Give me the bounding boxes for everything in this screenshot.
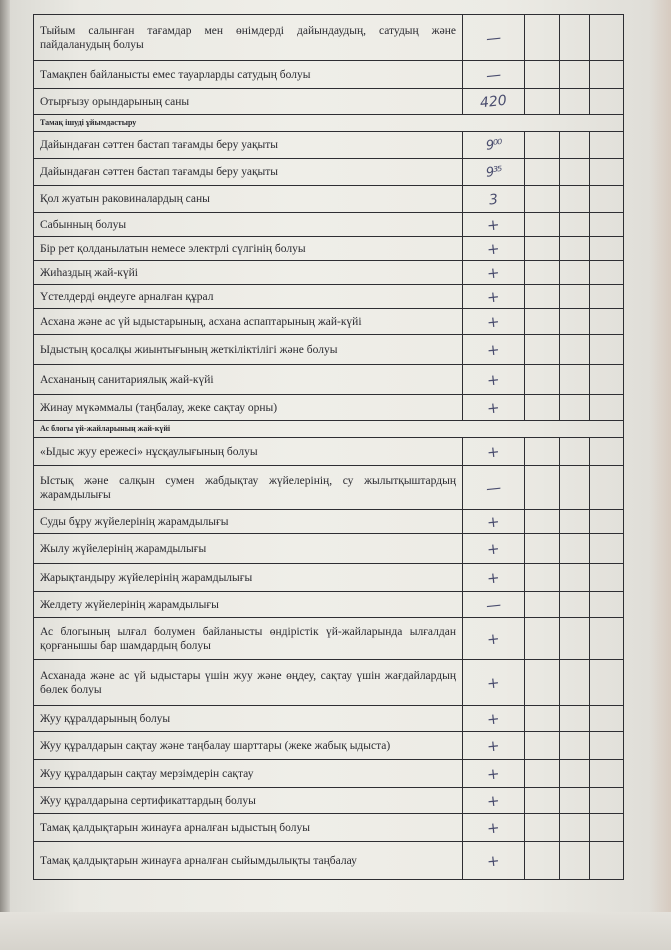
answer-cell xyxy=(463,15,525,61)
empty-cell xyxy=(590,760,624,788)
empty-cell xyxy=(560,510,590,534)
empty-cell xyxy=(560,132,590,159)
empty-cell xyxy=(590,132,624,159)
empty-cell xyxy=(560,706,590,732)
requirement-label: Жуу құралдарына сертификаттардың болуы xyxy=(34,788,463,814)
checklist-row xyxy=(34,335,624,365)
answer-cell xyxy=(463,159,525,186)
checklist-row xyxy=(34,510,624,534)
empty-cell xyxy=(560,618,590,660)
empty-cell xyxy=(590,466,624,510)
empty-cell xyxy=(590,842,624,880)
empty-cell xyxy=(590,186,624,213)
answer-cell xyxy=(463,760,525,788)
answer-mark: + xyxy=(486,567,501,588)
section-title: Тамақ ішуді ұйымдастыру xyxy=(34,115,624,132)
requirement-label: Жинау мүкәммалы (таңбалау, жеке сақтау орны) xyxy=(34,395,463,421)
empty-cell xyxy=(525,510,560,534)
checklist-row xyxy=(34,438,624,466)
checklist-row xyxy=(34,706,624,732)
empty-cell xyxy=(560,660,590,706)
requirement-label: Дайындаған сәттен бастап тағамды беру уақыты xyxy=(34,132,463,159)
empty-cell xyxy=(525,732,560,760)
empty-cell xyxy=(525,788,560,814)
page-edge-shadow xyxy=(0,0,10,950)
requirement-label: Қол жуатын раковиналардың саны xyxy=(34,186,463,213)
answer-mark: + xyxy=(486,262,501,283)
answer-mark: + xyxy=(486,708,501,729)
requirement-label: Жуу құралдарын сақтау мерзімдерін сақтау xyxy=(34,760,463,788)
background-surface xyxy=(0,912,671,950)
empty-cell xyxy=(525,335,560,365)
requirement-label: Желдету жүйелерінің жарамдылығы xyxy=(34,592,463,618)
empty-cell xyxy=(560,534,590,564)
empty-cell xyxy=(560,213,590,237)
empty-cell xyxy=(525,309,560,335)
requirement-label: Жарықтандыру жүйелерінің жарамдылығы xyxy=(34,564,463,592)
answer-mark: + xyxy=(486,735,501,756)
checklist-row xyxy=(34,309,624,335)
empty-cell xyxy=(590,213,624,237)
answer-mark: + xyxy=(486,441,501,462)
requirement-label: Отырғызу орындарының саны xyxy=(34,89,463,115)
answer-mark: + xyxy=(486,369,501,390)
empty-cell xyxy=(560,335,590,365)
answer-mark: + xyxy=(486,286,501,307)
answer-cell xyxy=(463,309,525,335)
empty-cell xyxy=(525,660,560,706)
empty-cell xyxy=(590,335,624,365)
empty-cell xyxy=(590,660,624,706)
checklist-row xyxy=(34,618,624,660)
answer-cell xyxy=(463,285,525,309)
requirement-label: Дайындаған сәттен бастап тағамды беру уақыты xyxy=(34,159,463,186)
inspection-checklist-table xyxy=(33,14,624,880)
answer-mark: + xyxy=(486,538,501,559)
answer-cell xyxy=(463,365,525,395)
empty-cell xyxy=(525,61,560,89)
empty-cell xyxy=(590,285,624,309)
checklist-row xyxy=(34,660,624,706)
answer-cell xyxy=(463,395,525,421)
empty-cell xyxy=(525,760,560,788)
empty-cell xyxy=(525,618,560,660)
answer-mark: + xyxy=(486,672,501,693)
answer-mark: + xyxy=(486,790,501,811)
answer-cell xyxy=(463,237,525,261)
empty-cell xyxy=(560,89,590,115)
answer-mark: 3 xyxy=(488,191,499,208)
page-edge-right xyxy=(649,0,671,950)
requirement-label: Тамақ қалдықтарын жинауға арналған ыдыстың болуы xyxy=(34,814,463,842)
empty-cell xyxy=(590,15,624,61)
checklist-row xyxy=(34,132,624,159)
checklist-row xyxy=(34,159,624,186)
empty-cell xyxy=(525,438,560,466)
empty-cell xyxy=(590,237,624,261)
requirement-label: Жиһаздың жай-күйі xyxy=(34,261,463,285)
answer-mark: 420 xyxy=(479,92,508,112)
empty-cell xyxy=(525,261,560,285)
empty-cell xyxy=(560,438,590,466)
requirement-label: Ыстық және салқын сумен жабдықтау жүйелерінің, су жылытқыштардың жарамдылығы xyxy=(34,466,463,510)
answer-cell xyxy=(463,660,525,706)
empty-cell xyxy=(590,309,624,335)
checklist-row xyxy=(34,285,624,309)
checklist-row xyxy=(34,564,624,592)
requirement-label: Тыйым салынған тағамдар мен өнімдерді дайындаудың, сатудың және пайдаланудың болуы xyxy=(34,15,463,61)
empty-cell xyxy=(560,15,590,61)
answer-cell xyxy=(463,842,525,880)
answer-mark: + xyxy=(486,214,501,235)
section-header-row xyxy=(34,115,624,132)
empty-cell xyxy=(560,395,590,421)
checklist-row xyxy=(34,466,624,510)
empty-cell xyxy=(590,732,624,760)
empty-cell xyxy=(590,788,624,814)
checklist-row xyxy=(34,61,624,89)
empty-cell xyxy=(560,237,590,261)
requirement-label: Жылу жүйелерінің жарамдылығы xyxy=(34,534,463,564)
requirement-label: Жуу құралдарын сақтау және таңбалау шарттары (жеке жабық ыдыста) xyxy=(34,732,463,760)
answer-mark: + xyxy=(486,763,501,784)
requirement-label: Суды бұру жүйелерінің жарамдылығы xyxy=(34,510,463,534)
checklist-row xyxy=(34,732,624,760)
empty-cell xyxy=(560,285,590,309)
empty-cell xyxy=(590,438,624,466)
checklist-row xyxy=(34,534,624,564)
answer-cell xyxy=(463,618,525,660)
empty-cell xyxy=(590,61,624,89)
checklist-row xyxy=(34,89,624,115)
requirement-label: Сабынның болуы xyxy=(34,213,463,237)
requirement-label: Тамақ қалдықтарын жинауға арналған сыйымдылықты таңбалау xyxy=(34,842,463,880)
empty-cell xyxy=(525,534,560,564)
answer-cell xyxy=(463,732,525,760)
answer-mark: 9⁰⁰ xyxy=(484,137,503,154)
empty-cell xyxy=(525,466,560,510)
checklist-row xyxy=(34,395,624,421)
checklist-row xyxy=(34,760,624,788)
answer-cell xyxy=(463,61,525,89)
answer-cell xyxy=(463,534,525,564)
section-title: Ас блогы үй-жайларының жай-күйі xyxy=(34,421,624,438)
empty-cell xyxy=(560,760,590,788)
answer-mark: + xyxy=(486,817,501,838)
empty-cell xyxy=(590,534,624,564)
empty-cell xyxy=(590,261,624,285)
empty-cell xyxy=(560,186,590,213)
requirement-label: Тамақпен байланысты емес тауарларды сатудың болуы xyxy=(34,61,463,89)
checklist-row xyxy=(34,186,624,213)
empty-cell xyxy=(525,186,560,213)
empty-cell xyxy=(560,842,590,880)
empty-cell xyxy=(590,510,624,534)
empty-cell xyxy=(525,89,560,115)
answer-mark: + xyxy=(486,238,501,259)
answer-cell xyxy=(463,466,525,510)
answer-cell xyxy=(463,438,525,466)
answer-cell xyxy=(463,186,525,213)
empty-cell xyxy=(525,365,560,395)
empty-cell xyxy=(525,706,560,732)
answer-mark: + xyxy=(486,511,501,532)
answer-cell xyxy=(463,564,525,592)
answer-mark: — xyxy=(485,64,502,85)
empty-cell xyxy=(560,309,590,335)
answer-cell xyxy=(463,261,525,285)
checklist-body xyxy=(34,15,624,880)
empty-cell xyxy=(590,706,624,732)
checklist-row xyxy=(34,788,624,814)
empty-cell xyxy=(560,732,590,760)
answer-mark: 9³⁵ xyxy=(484,164,503,181)
answer-cell xyxy=(463,788,525,814)
answer-cell xyxy=(463,89,525,115)
empty-cell xyxy=(560,61,590,89)
requirement-label: Бір рет қолданылатын немесе электрлі сүлгінің болуы xyxy=(34,237,463,261)
empty-cell xyxy=(560,261,590,285)
answer-mark: + xyxy=(486,397,501,418)
empty-cell xyxy=(590,564,624,592)
empty-cell xyxy=(525,564,560,592)
checklist-row xyxy=(34,15,624,61)
checklist-row xyxy=(34,592,624,618)
empty-cell xyxy=(525,132,560,159)
answer-cell xyxy=(463,592,525,618)
empty-cell xyxy=(560,564,590,592)
empty-cell xyxy=(590,395,624,421)
requirement-label: Асханада және ас үй ыдыстары үшін жуу және өңдеу, сақтау үшін жағдайлардың бөлек болуы xyxy=(34,660,463,706)
checklist-row xyxy=(34,842,624,880)
empty-cell xyxy=(560,365,590,395)
checklist-row xyxy=(34,237,624,261)
empty-cell xyxy=(590,618,624,660)
section-header-row xyxy=(34,421,624,438)
checklist-row xyxy=(34,814,624,842)
empty-cell xyxy=(525,15,560,61)
empty-cell xyxy=(590,365,624,395)
empty-cell xyxy=(590,592,624,618)
requirement-label: Үстелдерді өңдеуге арналған құрал xyxy=(34,285,463,309)
requirement-label: Жуу құралдарының болуы xyxy=(34,706,463,732)
requirement-label: Ыдыстың қосалқы жиынтығының жеткіліктілігі және болуы xyxy=(34,335,463,365)
requirement-label: Ас блогының ылғал болумен байланысты өндірістік үй-жайларында ылғалдан қорғанышы бар шамдардың болуы xyxy=(34,618,463,660)
answer-mark: — xyxy=(485,477,502,498)
requirement-label: «Ыдыс жуу ережесі» нұсқаулығының болуы xyxy=(34,438,463,466)
empty-cell xyxy=(525,285,560,309)
empty-cell xyxy=(590,814,624,842)
empty-cell xyxy=(525,237,560,261)
checklist-row xyxy=(34,261,624,285)
empty-cell xyxy=(525,159,560,186)
answer-cell xyxy=(463,335,525,365)
requirement-label: Асхана және ас үй ыдыстарының, асхана аспаптарының жай-күйі xyxy=(34,309,463,335)
empty-cell xyxy=(560,814,590,842)
answer-cell xyxy=(463,132,525,159)
answer-mark: + xyxy=(486,628,501,649)
empty-cell xyxy=(560,466,590,510)
answer-cell xyxy=(463,814,525,842)
empty-cell xyxy=(525,213,560,237)
empty-cell xyxy=(525,842,560,880)
answer-mark: + xyxy=(486,850,501,871)
empty-cell xyxy=(525,395,560,421)
answer-mark: — xyxy=(485,27,502,48)
answer-mark: + xyxy=(486,339,501,360)
answer-cell xyxy=(463,510,525,534)
empty-cell xyxy=(560,788,590,814)
answer-mark: + xyxy=(486,311,501,332)
answer-cell xyxy=(463,213,525,237)
empty-cell xyxy=(590,89,624,115)
answer-cell xyxy=(463,706,525,732)
checklist-row xyxy=(34,213,624,237)
empty-cell xyxy=(590,159,624,186)
empty-cell xyxy=(525,814,560,842)
requirement-label: Асхананың санитариялық жай-күйі xyxy=(34,365,463,395)
empty-cell xyxy=(525,592,560,618)
checklist-row xyxy=(34,365,624,395)
answer-mark: — xyxy=(485,594,502,615)
empty-cell xyxy=(560,592,590,618)
empty-cell xyxy=(560,159,590,186)
